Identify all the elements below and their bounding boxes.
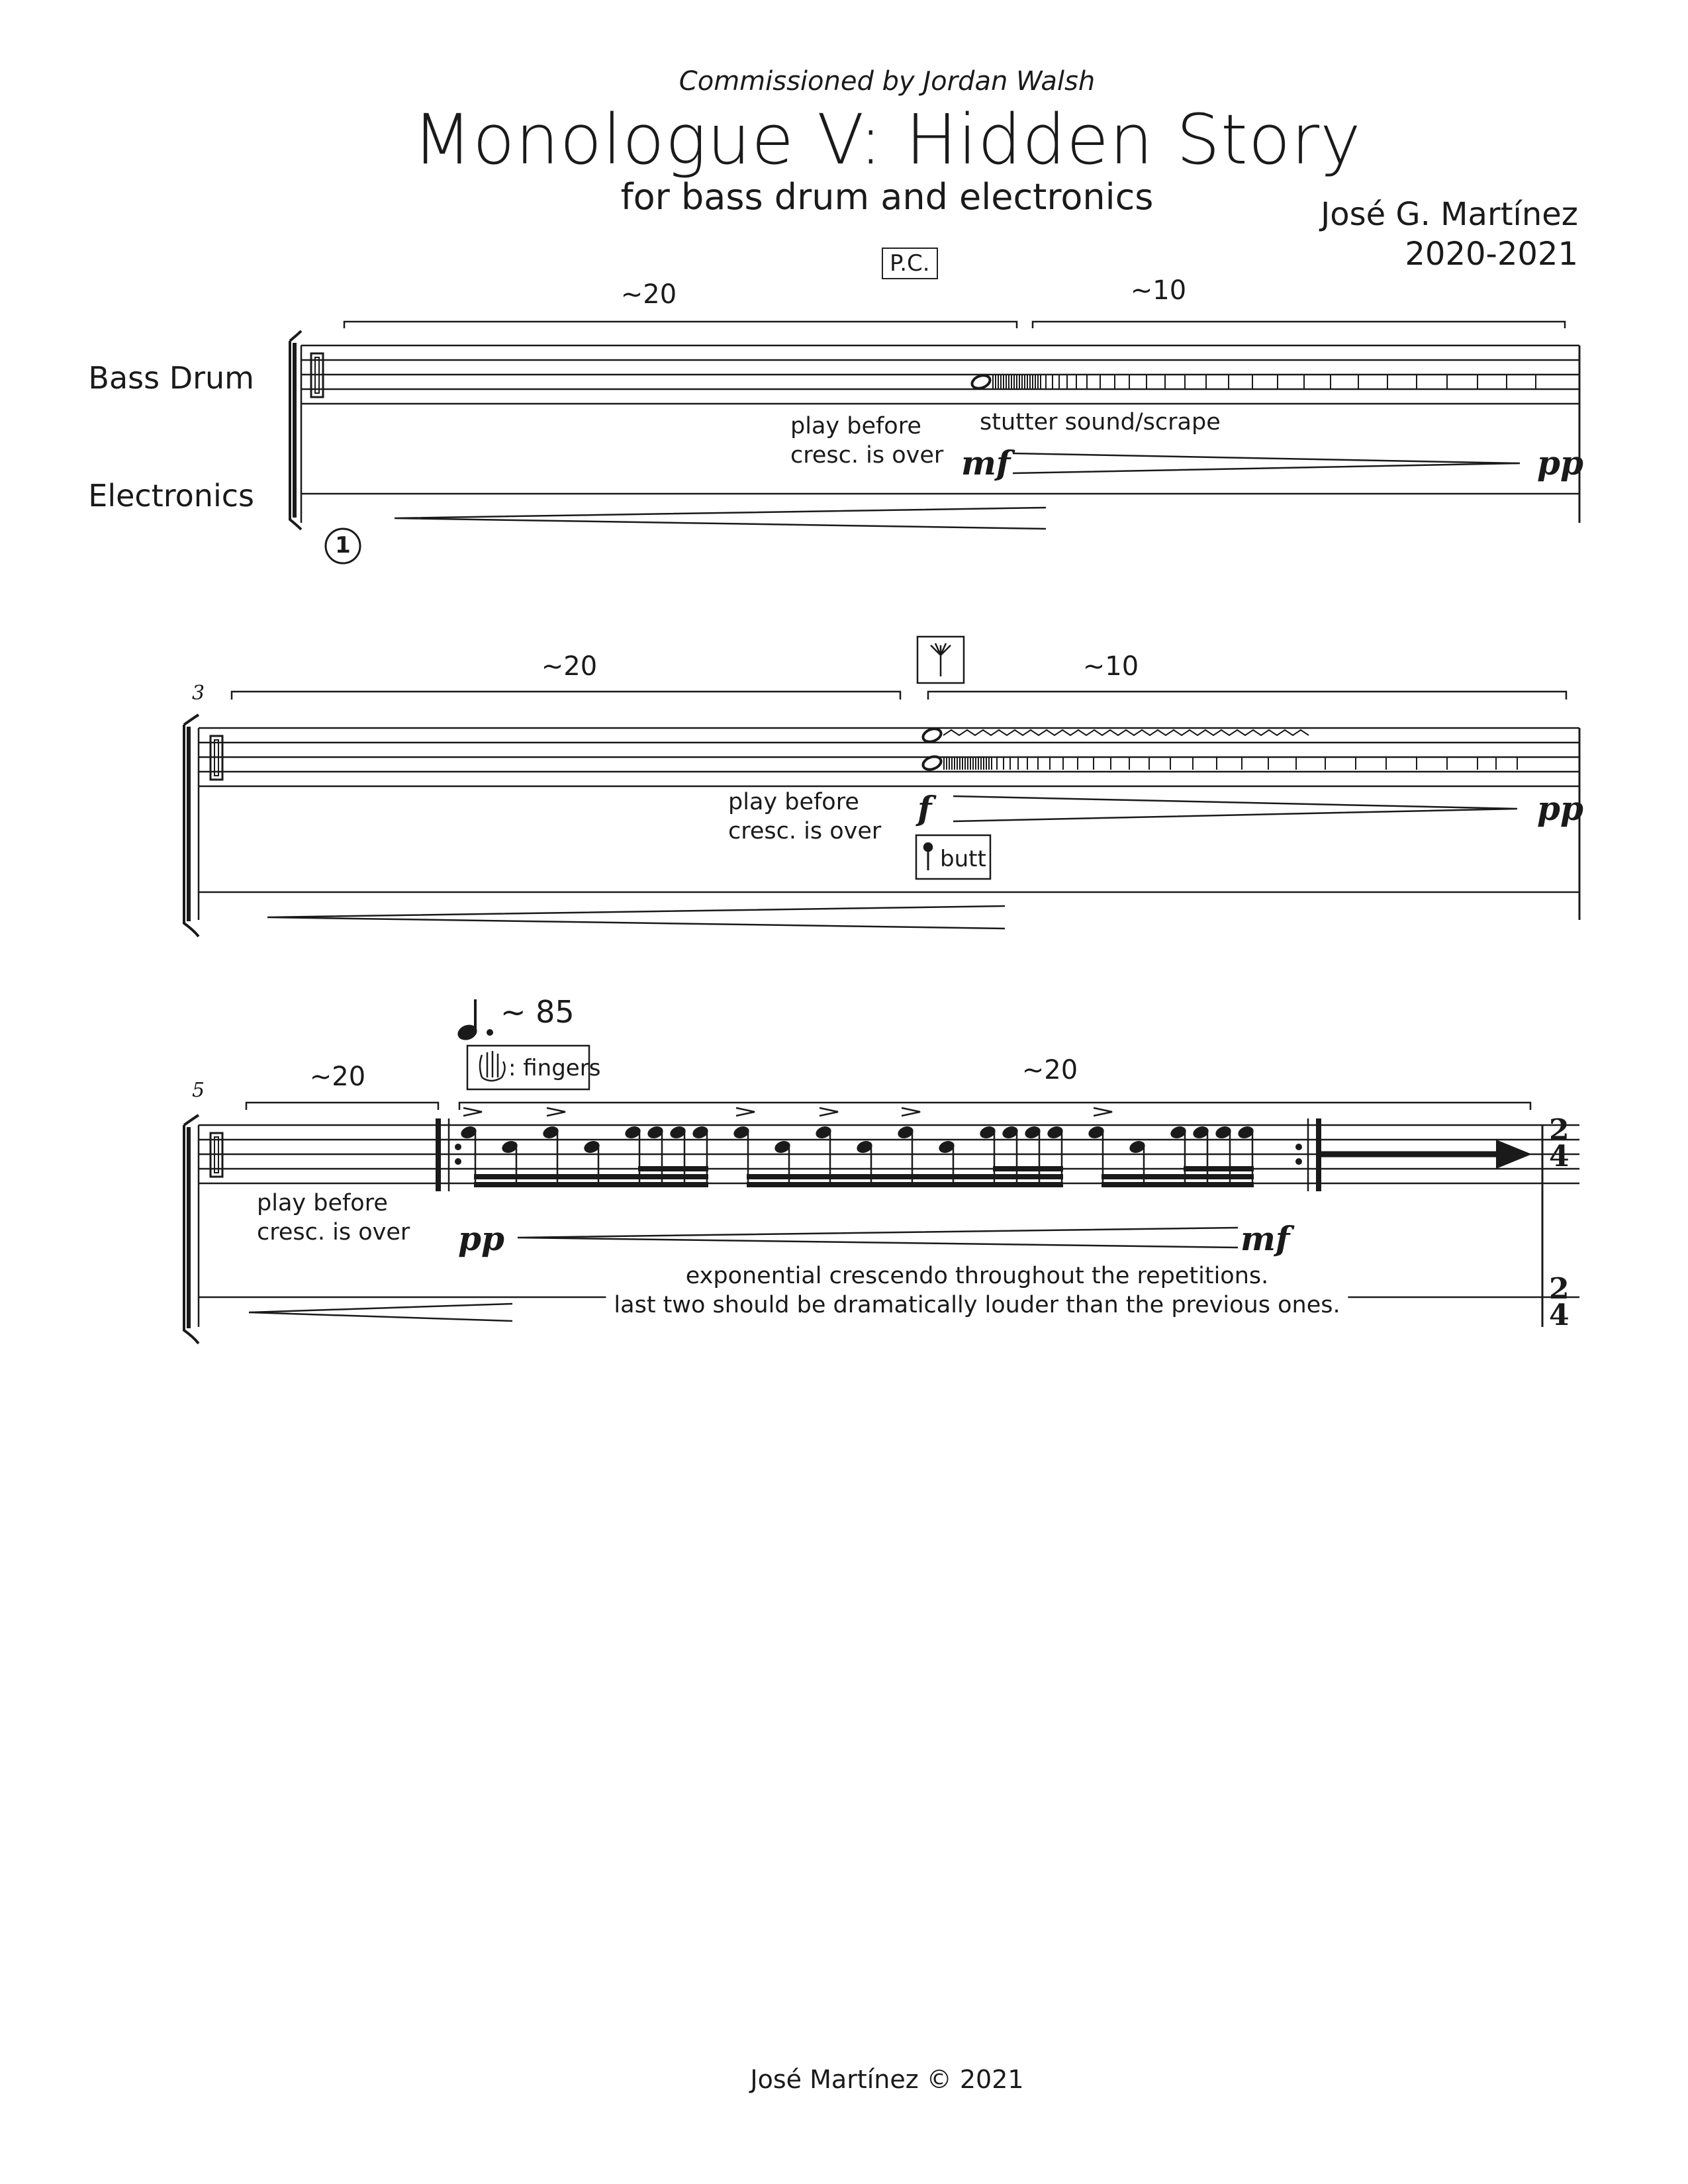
mallet-butt-label: butt bbox=[940, 846, 986, 872]
duration-tilde-1a: ~20 bbox=[620, 279, 677, 310]
piece-subtitle: for bass drum and electronics bbox=[620, 176, 1154, 218]
dynamic-f: f bbox=[917, 789, 932, 828]
time-signature-top: 2 4 bbox=[1549, 1113, 1570, 1173]
pc-box: P.C. bbox=[882, 248, 938, 279]
commission-line: Commissioned by Jordan Walsh bbox=[679, 66, 1096, 97]
dynamic-mf: mf bbox=[1241, 1219, 1290, 1258]
duration-tilde-2b: ~10 bbox=[1082, 651, 1139, 682]
copyright-footer: José Martínez © 2021 bbox=[750, 2065, 1024, 2094]
measure-number-3: 3 bbox=[192, 682, 205, 705]
dynamic-pp: pp bbox=[1537, 443, 1583, 482]
crescendo-note-line-2: last two should be dramatically louder than the previous ones. bbox=[606, 1291, 1348, 1320]
instruction-line-1: play before bbox=[790, 413, 921, 439]
crescendo-note-line-1: exponential crescendo throughout the repetitions. bbox=[678, 1261, 1277, 1291]
hand-fingers-label: : fingers bbox=[508, 1055, 601, 1081]
composition-dates: 2020-2021 bbox=[1405, 236, 1578, 273]
tempo-marking: ~ 85 bbox=[500, 994, 575, 1030]
dynamic-pp: pp bbox=[1537, 789, 1583, 828]
dynamic-mf: mf bbox=[961, 443, 1011, 482]
composer-name: José G. Martínez bbox=[1321, 196, 1578, 233]
duration-tilde-3b: ~20 bbox=[1021, 1055, 1078, 1085]
instrument-label-bass-drum: Bass Drum bbox=[88, 360, 254, 396]
time-signature-bottom: 2 4 bbox=[1549, 1272, 1570, 1332]
measure-number-5: 5 bbox=[192, 1079, 205, 1102]
technique-text: stutter sound/scrape bbox=[980, 409, 1221, 435]
instrument-label-electronics: Electronics bbox=[88, 478, 254, 514]
duration-tilde-3a: ~20 bbox=[309, 1062, 366, 1092]
instruction-line-2: cresc. is over bbox=[257, 1219, 410, 1246]
piece-title: Monologue V: Hidden Story bbox=[412, 99, 1362, 180]
system-2 bbox=[184, 637, 1579, 936]
instruction-line-2: cresc. is over bbox=[790, 442, 944, 469]
instruction-line-2: cresc. is over bbox=[728, 818, 882, 844]
cue-number: 1 bbox=[335, 532, 351, 559]
instruction-line-1: play before bbox=[728, 789, 859, 815]
instruction-line-1: play before bbox=[257, 1190, 388, 1216]
duration-tilde-2a: ~20 bbox=[541, 651, 598, 682]
dynamic-pp: pp bbox=[458, 1219, 504, 1258]
duration-tilde-1b: ~10 bbox=[1130, 275, 1187, 306]
